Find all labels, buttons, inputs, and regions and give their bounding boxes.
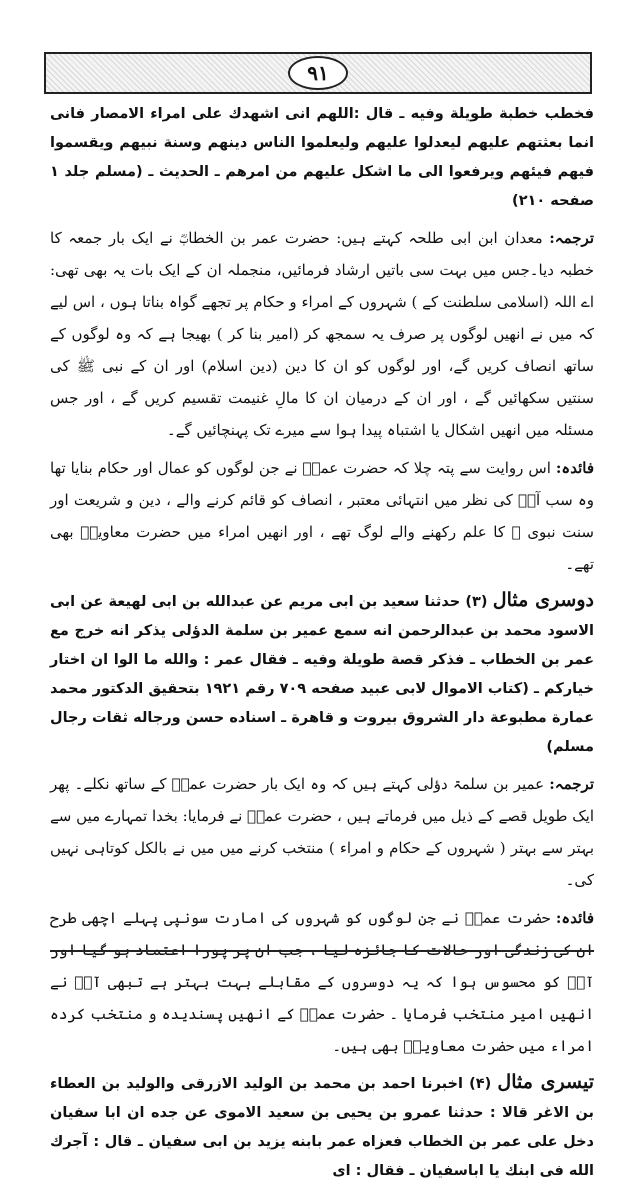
benefit-label: فائدہ: <box>555 909 594 927</box>
second-example-heading: دوسری مثال <box>492 589 594 611</box>
translation-1 <box>50 222 594 446</box>
translation-label: ترجمہ: <box>549 229 594 247</box>
benefit-label: فائدہ: <box>555 459 594 477</box>
third-example-text: اخبرنا احمد بن محمد بن الوليد الازرقى والوليد بن العطاء بن الاغر قالا : حدثنا عمرو بن يحيى بن سعيد الاموى عن جده ان ابا سفيان دخل على عمر بن الخطاب فعزاه عمر بابنه يزيد بن ابى سفيان ـ قال : آجرك الله فى ابنك يا اباسفيان ـ فقال : اى <box>50 1076 594 1179</box>
translation-2 <box>50 768 594 896</box>
third-example <box>50 1068 594 1186</box>
third-example-number: (۴) <box>469 1076 492 1092</box>
second-example-text: حدثنا سعيد بن ابى مريم عن عبدالله بن ابى لهيعة عن ابى الاسود محمد بن عبدالرحمن انه سمع عمير بن سلمة الدؤلى يذكر انه خرج مع عمر بن الخطاب ـ فذكر قصة طويلة وفيه ـ فقال عمر : والله ما الوا ان اختار خياركم ـ (كتاب الاموال لابى عبيد صفحه ۷۰۹ رقم ۱۹۲۱ بتحقيق الدكتور محمد عمارة مطبوعة دار الشروق بيروت و قاهرة ـ اسناده حسن ورجاله ثقات رجال مسلم) <box>50 594 594 755</box>
page-header <box>44 52 592 94</box>
translation-text: عمیر بن سلمۃ دؤلی کہتے ہیں کہ وہ ایک بار حضرت عمرؓ کے ساتھ نکلے۔ پھر ایک طویل قصے کے ذیل میں فرماتے ہیں ، حضرت عمرؓ نے فرمایا: بخدا تمہارے میں سے بہتر سے بہتر ( شہروں کے حکام و امراء ) منتخب کرنے میں میں نے بالکل کوتاہی نہیں کی۔ <box>50 775 594 889</box>
benefit-text: حضرت عمرؓ نے جن لوگوں کو شہروں کی امارت سونپی پہلے اچھی طرح ان کی زندگی اور حالات کا جائزہ لیا ، جب ان پر پورا اعتماد ہو گیا اور آپؓ کو محسوس ہوا کہ یہ دوسروں کے مقابلے بہت بہتر ہے تبھی آپؓ نے انھیں امیر منتخب فرمایا ۔ حضرت عمرؓ کے انھیں پسندیدہ و منتخب کردہ امراء میں حضرت معاویہؓ بھی ہیں۔ <box>50 909 594 1055</box>
arabic-hadith-1: فخطب خطبة طويلة وفيه ـ قال :اللهم انى اشهدك على امراء الامصار فانى انما بعثتهم عليهم ليعدلوا عليهم وليعلموا الناس دينهم وسنة نبيهم ويقسموا فيهم فيئهم ويرفعوا الى ما اشكل عليهم من امرهم ـ الحديث ـ (مسلم جلد ۱ صفحه ۲۱۰) <box>50 106 594 209</box>
second-example <box>50 586 594 762</box>
translation-text: معدان ابن ابی طلحہ کہتے ہیں: حضرت عمر بن الخطابؓ نے ایک بار جمعہ کا خطبہ دیا۔جس میں بہت سی باتیں ارشاد فرمائیں، منجملہ ان کے ایک بات یہ بھی تھی: اے اللہ (اسلامی سلطنت کے ) شہروں کے امراء و حکام پر تجھے گواہ بناتا ہوں ، اس لیے کہ میں نے انھیں لوگوں پر صرف یہ سمجھ کر (امیر بنا کر ) بھیجا ہے کہ وہ لوگوں کے ساتھ انصاف کریں گے، اور لوگوں کو ان کا دین (دین اسلام) اور ان کے نبی ﷺ کی سنتیں سکھائیں گے ، اور ان کے درمیان ان کا مالِ غنیمت تقسیم کریں گے ، اور جس مسئلہ میں انھیں اشکال یا اشتباہ پیدا ہوا سے میرے تک پہنچائیں گے۔ <box>50 229 594 439</box>
second-example-number: (۳) <box>465 594 488 610</box>
page-content <box>50 100 594 1179</box>
translation-label: ترجمہ: <box>549 775 594 793</box>
page-number: ۹۱ <box>288 56 348 90</box>
benefit-1 <box>50 452 594 580</box>
footer-divider <box>50 950 594 952</box>
benefit-2 <box>50 902 594 1062</box>
third-example-heading: تیسری مثال <box>497 1071 594 1093</box>
benefit-text: اس روایت سے پتہ چلا کہ حضرت عمرؓ نے جن لوگوں کو عمال اور حکام بنایا تھا وہ سب آپؓ کی نظر میں انتہائی معتبر ، انصاف کو قائم کرنے والے ، دین و شریعت اور سنت نبوی ﷺ کا علم رکھنے والے لوگ تھے ، اور انھیں امراء میں حضرت معاویہؓ بھی تھے۔ <box>50 459 594 573</box>
